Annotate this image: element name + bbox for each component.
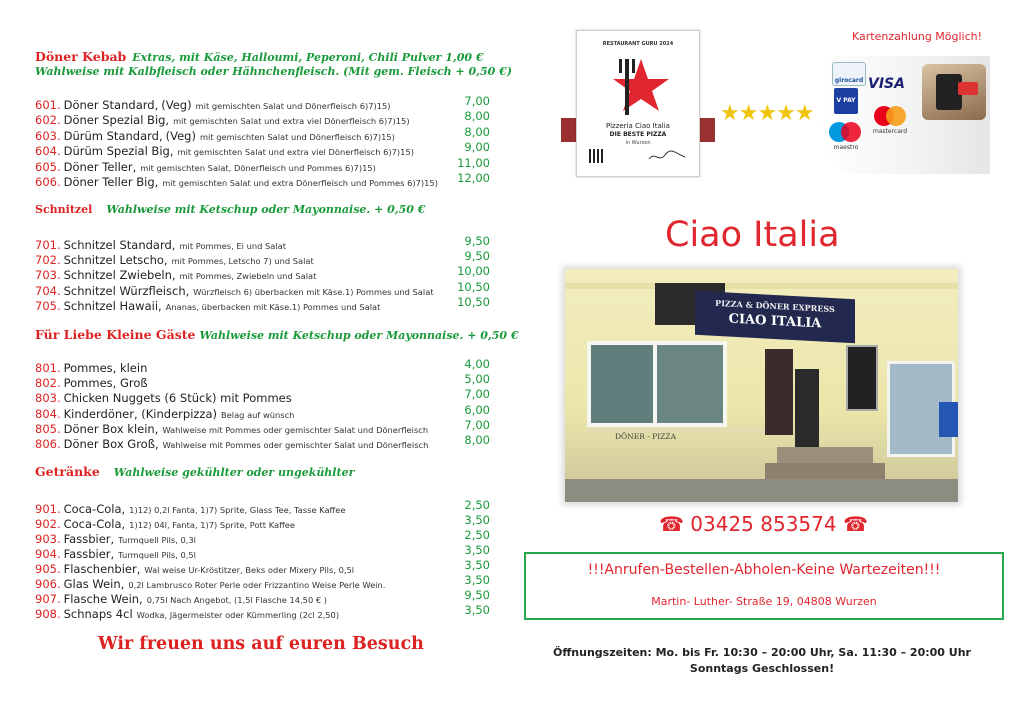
window-2 [653,341,727,427]
vpay-logo: V PAY [834,88,858,114]
item-description: Ananas, überbacken mit Käse.1) Pommes und Salat [165,301,381,312]
item-number: 803. [35,391,61,406]
menu-item [35,513,490,531]
item-number: 805. [35,421,61,436]
menu-item [35,417,490,436]
menu-item [35,603,490,621]
item-number: 905. [35,562,61,576]
item-name: Schnitzel Zwiebeln, [63,268,176,283]
item-number: 703. [35,268,61,283]
item-description: Turmquell Pils, 0,3l [118,535,196,545]
item-number: 903. [35,532,61,546]
item-number: 904. [35,547,61,561]
mastercard-logo: mastercard [870,104,910,134]
item-number: 602. [35,113,61,128]
mailbox [939,402,958,437]
item-description: Belag auf wünsch [221,409,295,420]
item-name: Schnitzel Würzfleisch, [63,283,190,298]
order-info-box [524,552,1004,620]
item-price: 2,50 [464,528,490,542]
item-price: 8,00 [464,433,490,447]
item-number: 802. [35,376,61,391]
item-price: 7,00 [464,387,490,402]
storefront-photo [565,269,958,502]
item-name: Dürüm Standard, [63,128,163,143]
item-price: 10,50 [457,294,490,309]
item-name: Flaschenbier, [63,562,141,576]
item-price: 3,50 [464,603,490,617]
menu-item [35,155,490,174]
section-sub-doner: Wahlweise mit Kalbfleisch oder Hähnchenfleisch. (Mit gem. Fleisch + 0,50 €) [35,65,512,78]
closing-text: Wir freuen uns auf euren Besuch [98,634,424,654]
menu-item [35,94,490,112]
item-name: Döner Standard, [63,98,159,112]
badge-top-text: RESTAURANT GURU 2024 [602,41,674,47]
item-price: 2,50 [464,498,490,512]
menu-item [35,294,490,313]
item-price: 9,50 [464,234,490,248]
section-title-schnitzel: Schnitzel Wahlweise mit Ketschup oder Mayonnaise. + 0,50 € [35,203,426,216]
item-name: Glas Wein, [63,577,125,591]
item-price: 3,50 [464,543,490,557]
fork-star-icon [603,53,673,119]
menu-item [35,249,490,268]
item-price: 3,50 [464,513,490,527]
item-description: 1)12) 04l, Fanta, 1)7) Sprite, Pott Kaffee [129,520,296,530]
item-name: Fassbier, [63,547,115,561]
menu-item [35,234,490,252]
menu-item [35,543,490,561]
badge-award: DIE BESTE PIZZA [609,131,667,138]
maestro-logo: maestro [826,120,866,150]
item-name: Chicken Nuggets (6 Stück) mit Pommes [63,391,292,406]
hanging-sign [846,345,878,411]
window-1 [587,341,661,427]
item-number: 702. [35,253,61,268]
item-number: 806. [35,437,61,451]
item-description: mit gemischten Salat und Dönerfleisch 6)7)15) [199,131,395,142]
menu-item [35,109,490,128]
item-number: 603. [35,128,61,143]
qr-code-icon [589,149,603,163]
item-number: 901. [35,502,61,516]
badge-name: Pizzeria Ciao Italia [606,122,670,130]
item-description: mit Pommes, Letscho 7) und Salat [171,256,314,267]
item-price: 8,00 [464,124,490,139]
section-title-drinks: Getränke Wahlweise gekühlter oder ungekühlter [35,464,355,479]
item-number: 906. [35,577,61,591]
item-price: 9,50 [464,588,490,602]
menu-item [35,558,490,576]
hours-line-weekdays: Öffnungszeiten: Mo. bis Fr. 10:30 – 20:00 Uhr, Sa. 11:30 – 20:00 Uhr [553,646,971,659]
item-name: Schnaps 4cl [63,607,133,621]
visa-logo: VISA [868,76,905,92]
girocard-logo: girocard [832,62,866,86]
rating-stars-icon: ★★★★★ [720,101,814,126]
item-description: Wodka, Jägermeister oder Kümmerling (2cl 2,50) [136,610,340,620]
item-price: 9,00 [464,140,490,155]
item-name: Coca-Cola, [63,502,126,516]
item-description: 0,2l Lambrusco Roter Perle oder Frizzantino Weise Perle Wein. [128,580,386,590]
item-number: 604. [35,144,61,159]
item-price: 8,00 [464,109,490,124]
item-number: 907. [35,592,61,606]
phone-number[interactable]: ☎ 03425 853574 ☎ [659,512,868,536]
section-title-doner: Döner Kebab Extras, mit Käse, Halloumi, Peperoni, Chili Pulver 1,00 € [35,49,484,64]
shop-sign: PIZZA & DÖNER EXPRESS CIAO ITALIA [695,291,855,343]
restaurant-guru-badge [576,30,700,177]
menu-item [35,279,490,298]
address: Martin- Luther- Straße 19, 04808 Wurzen [651,595,877,608]
shop-door [765,349,793,435]
item-description: mit gemischten Salat und extra Dönerfleisch und Pommes 6)7)15) [162,178,438,188]
item-number: 908. [35,607,61,621]
item-description: 0,75l Nach Angebot, (1,5l Flasche 14,50 € ) [146,595,328,605]
item-description: mit gemischten Salat und extra viel Dönerfleisch 6)7)15) [173,116,410,127]
item-price: 7,00 [464,417,490,432]
item-number: 605. [35,159,61,174]
item-price: 3,50 [464,573,490,587]
menu-item [35,124,490,143]
item-description: mit gemischten Salat, Dönerfleisch und Pommes 6)7)15) [140,162,376,173]
item-name: Döner Spezial Big, [63,113,170,128]
item-description: 1)12) 0,2l Fanta, 1)7) Sprite, Glass Tee, Tasse Kaffee [129,505,346,515]
item-description: Wal weise Ur-Kröstitzer, Beks oder Mixery Pils, 0,5l [144,565,355,575]
card-payment-note: Kartenzahlung Möglich! [852,30,983,43]
item-number: 902. [35,517,61,531]
menu-item [35,402,490,421]
item-description: mit Pommes, Zwiebeln und Salat [179,271,317,282]
item-description: Würzfleisch 6) überbacken mit Käse.1) Pommes und Salat [193,286,434,297]
menu-item [35,573,490,591]
menu-item [35,387,490,406]
item-name: Coca-Cola, [63,517,126,531]
section-note-doner: Extras, mit Käse, Halloumi, Peperoni, Chili Pulver 1,00 € [132,51,484,64]
item-name: Kinderdöner, (Kinderpizza) [63,406,217,421]
slogan: !!!Anrufen-Bestellen-Abholen-Keine Wartezeiten!!! [587,562,941,578]
item-number: 804. [35,406,61,421]
item-tag: (Veg) [165,128,196,143]
item-name: Pommes, Groß [63,376,148,391]
item-name: Schnitzel Letscho, [63,253,168,268]
item-description: mit gemischten Salat und Dönerfleisch 6)7)15) [195,101,391,111]
item-price: 12,00 [457,171,490,185]
menu-item [35,357,490,375]
item-name: Döner Teller, [63,159,137,174]
item-number: 606. [35,175,61,189]
item-name: Schnitzel Standard, [63,238,176,252]
item-tag: (Veg) [161,98,192,112]
badge-city: in Wurzen [625,140,651,146]
item-description: Turmquell Pils, 0,5l [118,550,196,560]
hours-line-sunday: Sonntags Geschlossen! [689,662,835,675]
item-price: 9,50 [464,249,490,264]
opening-hours [524,645,1000,677]
menu-item [35,433,490,451]
menu-item [35,171,490,189]
item-price: 4,00 [464,357,490,371]
item-number: 801. [35,361,61,375]
item-price: 6,00 [464,402,490,417]
item-number: 704. [35,283,61,298]
menu-item [35,372,490,391]
item-price: 5,00 [464,372,490,387]
item-number: 705. [35,298,61,313]
card-terminal-photo [922,64,986,120]
item-number: 701. [35,238,61,252]
signature-icon [647,149,687,163]
item-price: 3,50 [464,558,490,572]
item-name: Döner Box Groß, [63,437,159,451]
brand-title: Ciao Italia [665,215,840,255]
item-name: Pommes, klein [63,361,148,375]
item-price: 10,50 [457,279,490,294]
item-description: Wahlweise mit Pommes oder gemischter Salat und Dönerfleisch [162,440,429,450]
item-name: Döner Box klein, [63,421,159,436]
menu-item [35,264,490,283]
menu-item [35,588,490,606]
payment-methods [820,56,990,174]
menu-item [35,528,490,546]
item-description: Wahlweise mit Pommes oder gemischter Salat und Dönerfleisch [162,424,429,435]
item-name: Dürüm Spezial Big, [63,144,174,159]
section-title-kids: Für Liebe Kleine Gäste Wahlweise mit Ketschup oder Mayonnaise. + 0,50 € [35,327,519,342]
item-name: Fassbier, [63,532,115,546]
window-lettering: DÖNER - PIZZA [615,432,676,441]
item-name: Schnitzel Hawaii, [63,298,162,313]
item-description: mit Pommes, Ei und Salat [179,241,286,251]
item-number: 601. [35,98,61,112]
item-price: 11,00 [457,155,490,170]
menu-item [35,498,490,516]
item-price: 10,00 [457,264,490,279]
item-name: Flasche Wein, [63,592,143,606]
menu-item [35,140,490,159]
item-price: 7,00 [464,94,490,108]
item-name: Döner Teller Big, [63,175,159,189]
item-description: mit gemischten Salat und extra viel Dönerfleisch 6)7)15) [177,147,414,158]
